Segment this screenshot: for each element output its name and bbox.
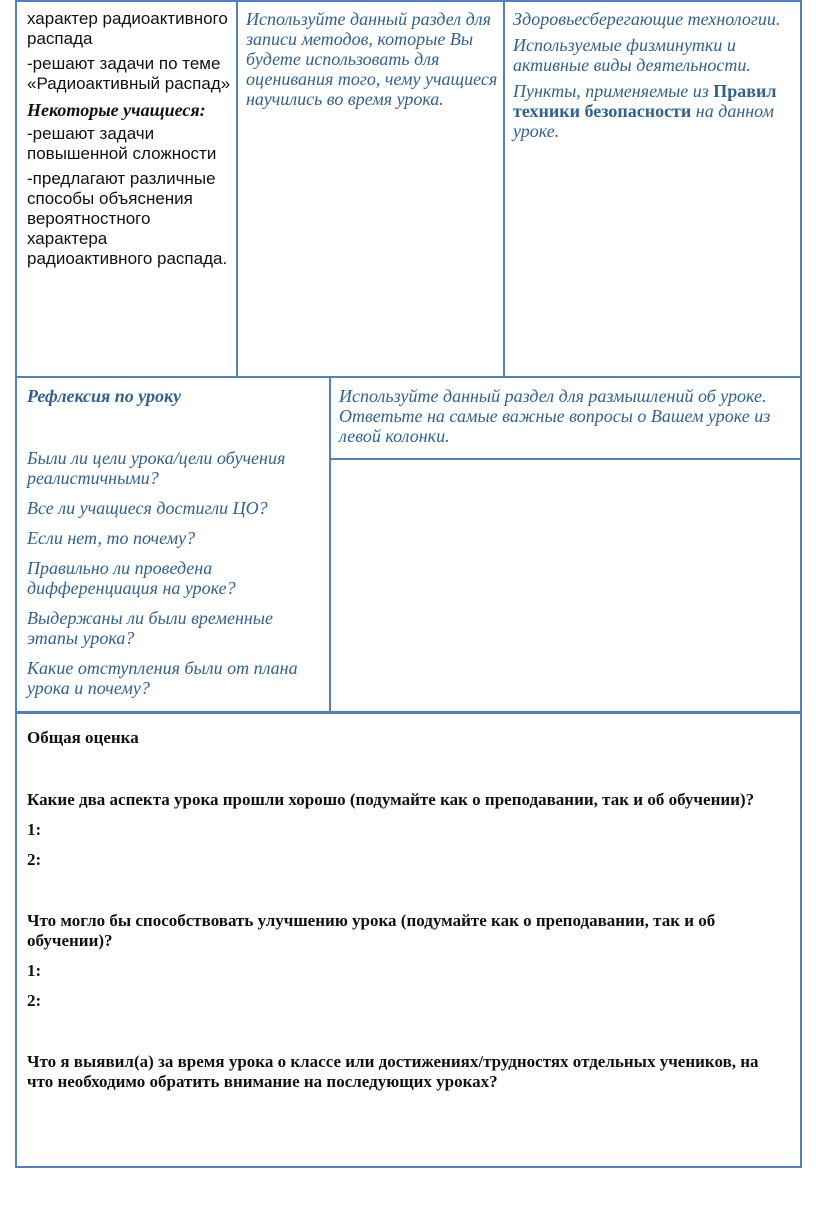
improvement-question: Что могло бы способствовать улучшению урока (подумайте как о преподавании, так и об обучении)? [27,911,716,950]
safety-rules-text [513,81,798,141]
activities-text: Используемые физминутки и активные виды деятельности. [513,35,751,75]
reflection-answer-cell [329,458,802,713]
overall-title: Общая оценка [27,728,139,747]
health-safety-cell [503,0,802,378]
outcome-text-2: -решают задачи по теме «Радиоактивный распад» [27,54,231,93]
improvement-item-2: 2: [27,991,42,1010]
reflection-question: Если нет, то почему? [27,528,196,548]
learning-outcomes-cell [15,0,238,378]
reflection-question: Выдержаны ли были временные этапы урока? [27,608,273,648]
went-well-question: Какие два аспекта урока прошли хорошо (подумайте как о преподавании, так и об обучении)? [27,790,755,809]
reflection-question: Правильно ли проведена дифференциация на уроке? [27,558,236,598]
reflection-question: Были ли цели урока/цели обучения реалистичными? [27,448,286,488]
went-well-item-2: 2: [27,850,42,869]
reflection-question: Какие отступления были от плана урока и почему? [27,658,298,698]
reflection-title: Рефлексия по уроку [27,386,182,406]
class-insights-question: Что я выявил(а) за время урока о классе или достижениях/трудностях отдельных учеников, на что необходимо обратить внимание на последующих уроках? [27,1052,759,1091]
improvement-item-1: 1: [27,961,42,980]
overall-assessment-section [15,711,802,1168]
lesson-plan-table [15,0,802,1168]
some-students-heading: Некоторые учащиеся: [27,100,206,120]
safety-rules-bold: Правил техники безопасности [513,81,777,121]
safety-rules-after: на данном уроке. [513,101,774,141]
reflection-question: Все ли учащиеся достигли ЦО? [27,498,268,518]
health-tech-text: Здоровьесберегающие технологии. [513,9,781,29]
outcome-text-1: характер радиоактивного распада [27,9,228,48]
assessment-instruction: Используйте данный раздел для записи методов, которые Вы будете использовать для оценивания того, чему учащиеся научились во время урока. [246,9,498,109]
outcome-text-3: -решают задачи повышенной сложности [27,124,217,163]
reflection-instruction: Используйте данный раздел для размышлений об уроке. Ответьте на самые важные вопросы о Вашем уроке из левой колонки. [339,386,771,446]
reflection-instruction-cell [329,376,802,460]
safety-rules-before: Пункты, применяемые из [513,81,709,101]
assessment-cell [236,0,505,378]
outcome-text-4: -предлагают различные способы объяснения вероятностного характера радиоактивного распада. [27,169,228,268]
reflection-questions-cell [15,376,331,713]
went-well-item-1: 1: [27,820,42,839]
